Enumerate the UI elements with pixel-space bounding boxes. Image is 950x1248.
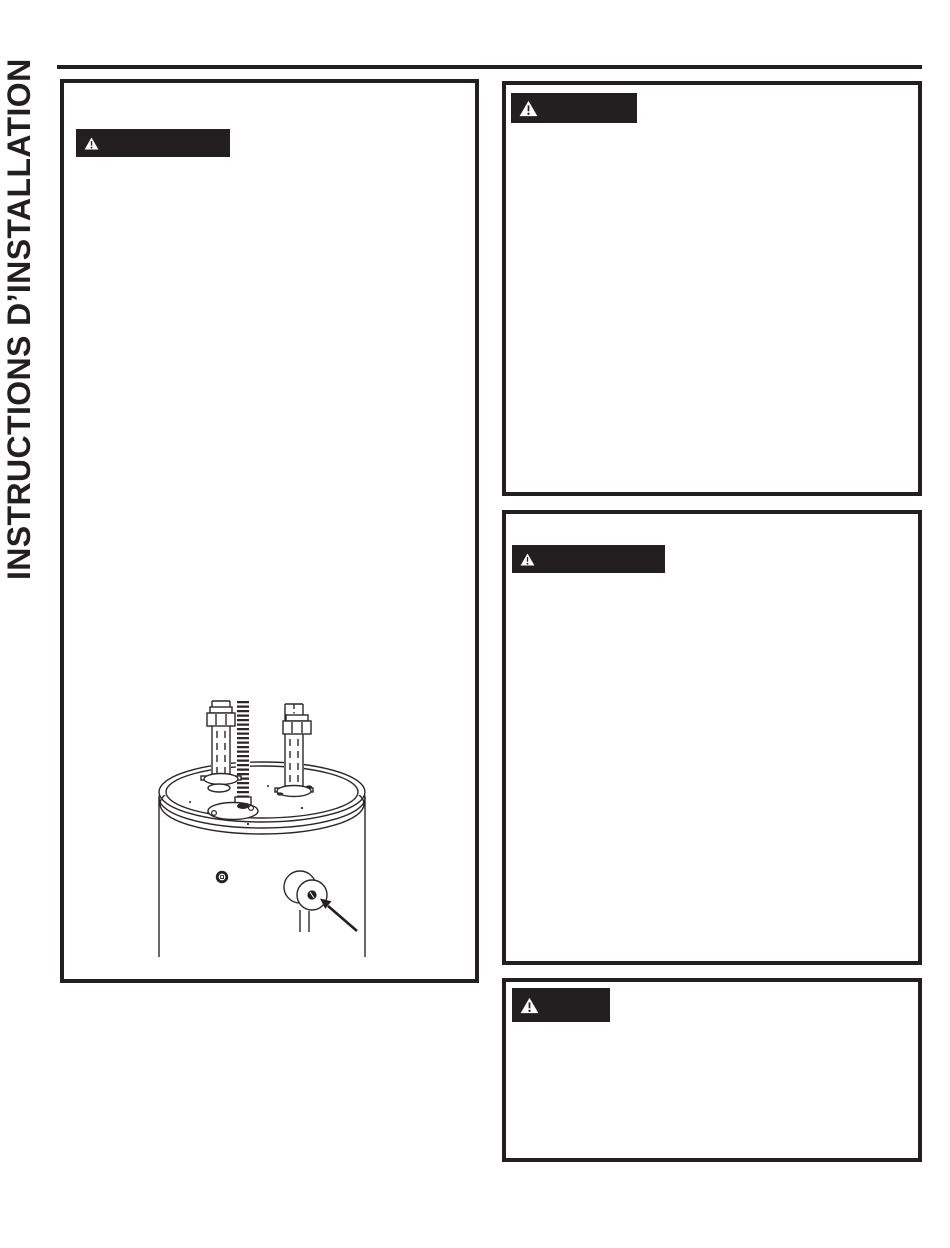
drain-knob xyxy=(216,871,228,883)
water-heater-illustration xyxy=(150,685,400,965)
warning-triangle-icon xyxy=(520,997,539,1014)
top-rule-divider xyxy=(57,65,922,69)
warning-triangle-icon xyxy=(520,553,535,566)
right-middle-warning-panel xyxy=(502,510,922,965)
warning-triangle-icon xyxy=(519,100,538,117)
warning-banner-left xyxy=(76,129,230,157)
right-top-warning-panel xyxy=(502,81,922,496)
pointer-arrow xyxy=(320,899,357,932)
tank-body xyxy=(159,762,365,957)
page-title-vertical: INSTRUCTIONS D’INSTALLATION xyxy=(1,58,37,580)
warning-banner-right-bottom xyxy=(512,988,610,1022)
warning-banner-right-middle xyxy=(512,545,665,573)
warning-banner-right-top xyxy=(511,93,637,123)
side-fitting xyxy=(284,871,327,932)
left-supply-pipe xyxy=(201,701,241,792)
warning-triangle-icon xyxy=(84,137,99,150)
